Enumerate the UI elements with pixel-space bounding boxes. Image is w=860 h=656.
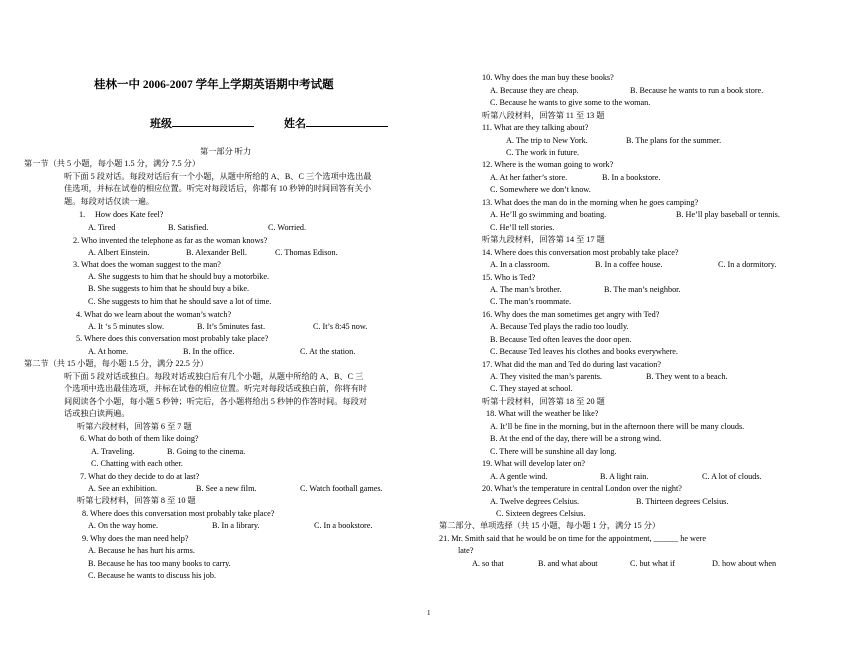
question-stem: 8. Where does this conversation most probably take place? [82, 509, 275, 518]
option-a: A. so that [472, 559, 504, 568]
question-stem: 11. What are they talking about? [482, 123, 589, 132]
section1-instruction-line: 佳选项，并标在试卷的相应位置。听完对每段话后，你都有 10 秒钟的时间回答有关小 [64, 184, 372, 193]
section2-instruction-line: 个选项中选出最佳选项，并标在试卷的相应位置。听完对每段话或独白前，你将有时 [64, 384, 367, 393]
option-c: C. In a dormitory. [718, 260, 777, 269]
option-a: A. Traveling. [91, 447, 135, 456]
option-a: A. She suggests to him that he should buy a motorbike. [88, 272, 270, 281]
option-b: B. The man’s neighbor. [604, 285, 681, 294]
option-b: B. Satisfied. [168, 223, 209, 232]
option-b: B. In a coffee house. [595, 260, 663, 269]
section2-heading: 第二节（共 15 小题，每小题 1.5 分，满分 22.5 分） [24, 359, 209, 368]
option-a: A. At home. [88, 347, 129, 356]
question-stem: 16. Why does the man sometimes get angry with Ted? [482, 310, 660, 319]
section2-instruction-line: 话或独白读两遍。 [64, 409, 130, 418]
option-b: B. See a new film. [196, 484, 257, 493]
option-c: C. At the station. [300, 347, 356, 356]
option-a: A. See an exhibition. [88, 484, 157, 493]
section2-instruction-line: 间阅读各个小题，每小题 5 秒钟；听完后，各小题将给出 5 秒钟的作答时间。每段对 [64, 397, 367, 406]
option-a: A. It’ll be fine in the morning, but in the afternoon there will be many clouds. [490, 422, 745, 431]
question-stem: 10. Why does the man buy these books? [482, 73, 614, 82]
question-stem: How does Kate feel? [95, 210, 164, 219]
section1-instruction-line: 题。每段对话仅读一遍。 [64, 197, 155, 206]
class-blank [172, 116, 254, 127]
option-a: A. Twelve degrees Celsius. [490, 497, 580, 506]
material-note: 听第九段材料，回答第 14 至 17 题 [482, 235, 605, 244]
option-a: A. He’ll go swimming and boating. [490, 210, 607, 219]
option-a: A. At her father’s store. [490, 173, 568, 182]
option-b: B. He’ll play baseball or tennis. [676, 210, 780, 219]
option-c: C. Worried. [268, 223, 307, 232]
part2-heading: 第二部分、单项选择（共 15 小题，每小题 1 分，满分 15 分） [439, 521, 661, 530]
option-c: C. The man’s roommate. [490, 297, 572, 306]
option-c: C. Sixteen degrees Celsius. [496, 509, 586, 518]
question-stem: 2. Who invented the telephone as far as the woman knows? [73, 236, 268, 245]
option-b: B. The plans for the summer. [626, 136, 722, 145]
option-b: B. A light rain. [600, 472, 649, 481]
option-c: C. Because he wants to give some to the woman. [490, 98, 651, 107]
option-c: C. They stayed at school. [490, 384, 573, 393]
section1-heading: 第一节（共 5 小题，每小题 1.5 分，满分 7.5 分） [24, 159, 201, 168]
option-c: C. Because he wants to discuss his job. [88, 571, 217, 580]
name-field [284, 116, 388, 130]
option-c: C. She suggests to him that he should save a lot of time. [88, 297, 272, 306]
class-label: 班级 [150, 118, 172, 130]
option-a: A. They visited the man’s parents. [490, 372, 602, 381]
option-b: B. and what about [538, 559, 598, 568]
question-stem: 12. Where is the woman going to work? [482, 160, 614, 169]
option-b: B. Alexander Bell. [186, 248, 247, 257]
question-stem: 6. What do both of them like doing? [80, 434, 199, 443]
page-number: 1 [427, 609, 431, 617]
option-c: C. Somewhere we don’t know. [490, 185, 591, 194]
question-stem: 17. What did the man and Ted do during last vacation? [482, 360, 661, 369]
option-b: B. Thirteen degrees Celsius. [636, 497, 729, 506]
option-d: D. how about when [712, 559, 777, 568]
option-b: B. Because he wants to run a book store. [630, 86, 764, 95]
question-stem-continuation: late? [458, 546, 474, 555]
option-b: B. Going to the cinema. [167, 447, 246, 456]
option-a: A. Because he has hurt his arms. [88, 546, 195, 555]
option-c: C. He’ll tell stories. [490, 223, 555, 232]
section2-instruction-line: 听下面 5 段对话或独白。每段对话或独白后有几个小题，从题中所给的 A、B、C 三 [64, 372, 364, 381]
question-stem: 18. What will the weather be like? [486, 409, 599, 418]
option-c: C. but what if [630, 559, 676, 568]
question-stem: 20. What’s the temperature in central London over the night? [482, 484, 682, 493]
option-c: C. It’s 8:45 now. [313, 322, 368, 331]
option-c: C. A lot of clouds. [702, 472, 762, 481]
option-a: A. Albert Einstein. [88, 248, 150, 257]
material-note: 听第六段材料，回答第 6 至 7 题 [77, 422, 192, 431]
option-b: B. Because Ted often leaves the door open. [490, 335, 632, 344]
question-stem: 13. What does the man do in the morning when he goes camping? [482, 198, 699, 207]
question-stem: 4. What do we learn about the woman’s watch? [76, 310, 232, 319]
option-b: B. It’s 5minutes fast. [197, 322, 265, 331]
option-c: C. In a bookstore. [314, 521, 373, 530]
part1-heading: 第一部分 听力 [200, 147, 252, 156]
option-c: C. Because Ted leaves his clothes and books everywhere. [490, 347, 678, 356]
option-a: A. A gentle wind. [490, 472, 548, 481]
option-a: A. The man’s brother. [490, 285, 562, 294]
option-c: C. Thomas Edison. [275, 248, 338, 257]
material-note: 听第十段材料，回答第 18 至 20 题 [482, 397, 605, 406]
option-b: B. In a library. [212, 521, 260, 530]
question-number: 1. [79, 210, 86, 219]
option-a: A. Because they are cheap. [490, 86, 579, 95]
question-stem: 19. What will develop later on? [482, 459, 586, 468]
option-b: B. In a bookstore. [602, 173, 661, 182]
option-a: A. Because Ted plays the radio too loudly. [490, 322, 629, 331]
name-label: 姓名 [284, 118, 306, 130]
option-c: C. There will be sunshine all day long. [490, 447, 617, 456]
class-field [150, 116, 254, 130]
option-b: B. She suggests to him that he should buy a bike. [88, 284, 250, 293]
question-stem: 15. Who is Ted? [482, 273, 536, 282]
option-b: B. They went to a beach. [646, 372, 728, 381]
option-a: A. It ‘s 5 minutes slow. [88, 322, 165, 331]
question-stem: 7. What do they decide to do at last? [80, 472, 200, 481]
option-b: B. Because he has too many books to carry. [88, 559, 231, 568]
question-stem: 21. Mr. Smith said that he would be on time for the appointment, ______ he were [439, 534, 706, 543]
option-a: A. In a classroom. [490, 260, 550, 269]
option-c: C. Chatting with each other. [91, 459, 183, 468]
option-b: B. In the office. [183, 347, 235, 356]
question-stem: 14. Where does this conversation most probably take place? [482, 248, 679, 257]
option-a: A. Tired [88, 223, 116, 232]
page-title: 桂林一中 2006-2007 学年上学期英语期中考试题 [94, 79, 334, 91]
option-c: C. The work in future. [506, 148, 580, 157]
question-stem: 5. Where does this conversation most probably take place? [76, 334, 269, 343]
question-stem: 9. Why does the man need help? [82, 534, 189, 543]
option-b: B. At the end of the day, there will be a strong wind. [490, 434, 662, 443]
option-c: C. Watch football games. [300, 484, 383, 493]
material-note: 听第七段材料，回答第 8 至 10 题 [77, 496, 196, 505]
material-note: 听第八段材料，回答第 11 至 13 题 [482, 111, 605, 120]
option-a: A. On the way home. [88, 521, 159, 530]
name-blank [306, 116, 388, 127]
option-a: A. The trip to New York. [506, 136, 588, 145]
section1-instruction-line: 听下面 5 段对话。每段对话后有一个小题，从题中所给的 A、B、C 三个选项中选出最 [64, 172, 372, 181]
question-stem: 3. What does the woman suggest to the man? [73, 260, 221, 269]
